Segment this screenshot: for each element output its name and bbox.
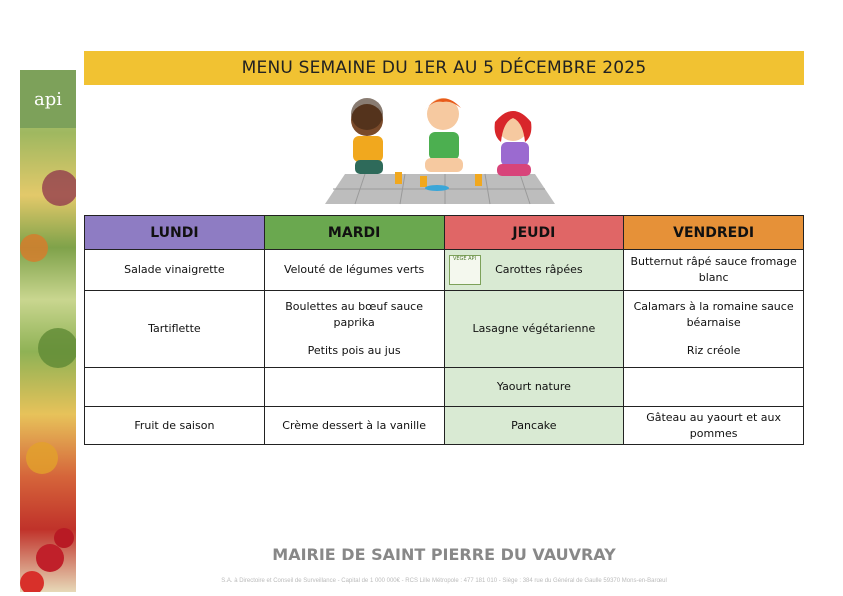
menu-cell-empty	[624, 368, 804, 407]
mairie-name: MAIRIE DE SAINT PIERRE DU VAUVRAY	[272, 545, 616, 564]
menu-cell-vege	[444, 250, 624, 291]
weekly-menu-table	[84, 215, 804, 445]
menu-cell: Crème dessert à la vanille	[264, 407, 444, 445]
legal-notice: S.A. à Directoire et Conseil de Surveillance - Capital de 1 000 000€ - RCS Lille Métropole : 477 181 010 - Siège : 384 rue du Général de Gaulle 59370 Mons-en-Barœul	[221, 578, 667, 584]
menu-cell: Velouté de légumes verts	[264, 250, 444, 291]
menu-item: Petits pois au jus	[307, 344, 401, 357]
kids-eating-illustration	[325, 92, 555, 205]
day-header-jeudi: JEUDI	[444, 216, 624, 250]
day-header-lundi: LUNDI	[85, 216, 265, 250]
menu-cell-vege: Pancake	[444, 407, 624, 445]
menu-row-starter	[85, 250, 804, 291]
menu-item: Riz créole	[686, 344, 741, 357]
page-title: MENU SEMAINE DU 1ER AU 5 DÉCEMBRE 2025	[84, 51, 804, 85]
menu-cell: Fruit de saison	[85, 407, 265, 445]
menu-cell: Butternut râpé sauce fromage blanc	[624, 250, 804, 291]
menu-cell	[264, 291, 444, 368]
menu-cell: Tartiflette	[85, 291, 265, 368]
menu-cell: Gâteau au yaourt et aux pommes	[624, 407, 804, 445]
menu-row-dairy	[85, 368, 804, 407]
menu-cell-empty	[264, 368, 444, 407]
sidebar-decoration	[20, 70, 76, 592]
vege-api-logo: VÉGÉ API	[449, 255, 481, 285]
menu-item: Calamars à la romaine sauce béarnaise	[633, 300, 794, 329]
api-logo: api	[20, 70, 76, 128]
day-header-mardi: MARDI	[264, 216, 444, 250]
menu-cell	[624, 291, 804, 368]
menu-row-dessert	[85, 407, 804, 445]
menu-row-main	[85, 291, 804, 368]
day-header-vendredi: VENDREDI	[624, 216, 804, 250]
menu-item: Carottes râpées	[495, 263, 583, 276]
vegetables-illustration	[20, 128, 76, 592]
menu-cell-vege: Lasagne végétarienne	[444, 291, 624, 368]
menu-cell: Salade vinaigrette	[85, 250, 265, 291]
menu-cell-vege: Yaourt nature	[444, 368, 624, 407]
menu-item: Boulettes au bœuf sauce paprika	[285, 300, 423, 329]
menu-cell-empty	[85, 368, 265, 407]
